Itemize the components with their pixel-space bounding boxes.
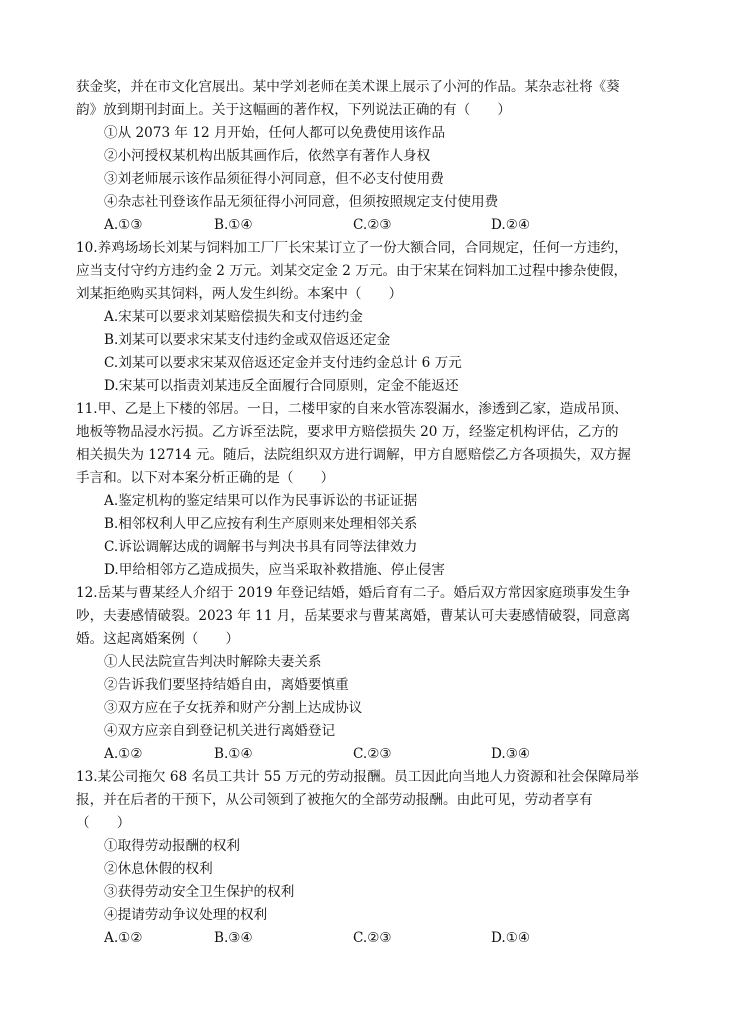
question-11-choice-c: C.诉讼调解达成的调解书与判决书具有同等法律效力 <box>104 539 418 555</box>
question-12-option-b: B.①④ <box>214 746 253 762</box>
question-9-text-line: 获金奖，并在市文化宫展出。某中学刘老师在美术课上展示了小河的作品。某杂志社将《葵 <box>76 79 620 95</box>
question-12-text-line: 12.岳某与曹某经人介绍于 2019 年登记结婚，婚后育有二子。婚后双方常因家庭琐事发生争 <box>76 585 631 601</box>
question-12-option-a: A.①② <box>104 746 143 762</box>
question-13-option-a: A.①② <box>104 930 143 946</box>
question-9-option-d: D.②④ <box>491 217 531 233</box>
question-11-text-line: 手言和。以下对本案分析正确的是（ ） <box>76 470 335 486</box>
question-13-item: ②休息休假的权利 <box>104 861 213 877</box>
question-9-item: ②小河授权某机构出版其画作后，依然享有著作人身权 <box>104 148 431 164</box>
question-10-choice-d: D.宋某可以指责刘某违反全面履行合同原则，定金不能返还 <box>104 378 459 394</box>
question-12-text-line: 吵，夫妻感情破裂。2023 年 11 月，岳某要求与曹某离婚，曹某认可夫妻感情破裂，同意离 <box>76 608 631 624</box>
question-11-text-line: 11.甲、乙是上下楼的邻居。一日，二楼甲家的自来水管冻裂漏水，渗透到乙家，造成吊顶、 <box>76 401 628 417</box>
question-10-choice-c: C.刘某可以要求宋某双倍返还定金并支付违约金总计 6 万元 <box>104 355 462 371</box>
question-13-option-b: B.③④ <box>214 930 253 946</box>
question-11-choice-a: A.鉴定机构的鉴定结果可以作为民事诉讼的书证证据 <box>104 493 418 509</box>
question-11-text-line: 地板等物品浸水污损。乙方诉至法院，要求甲方赔偿损失 20 万，经鉴定机构评估，乙方的 <box>76 424 619 440</box>
question-9-item: ④杂志社刊登该作品无须征得小河同意，但须按照规定支付使用费 <box>104 194 499 210</box>
question-11-text-line: 相关损失为 12714 元。随后，法院组织双方进行调解，甲方自愿赔偿乙方各项损失，双方握 <box>76 447 631 463</box>
question-9-item: ③刘老师展示该作品须征得小河同意，但不必支付使用费 <box>104 171 444 187</box>
question-12-text-line: 婚。这起离婚案例（ ） <box>76 631 240 647</box>
question-9-option-b: B.①④ <box>214 217 253 233</box>
question-13-text-line: 报，并在后者的干预下，从公司领到了被拖欠的全部劳动报酬。由此可见，劳动者享有 <box>76 792 593 808</box>
question-13-option-d: D.①④ <box>491 930 531 946</box>
question-10-choice-a: A.宋某可以要求刘某赔偿损失和支付违约金 <box>104 309 363 325</box>
question-9-option-c: C.②③ <box>353 217 392 233</box>
question-13-item: ④提请劳动争议处理的权利 <box>104 907 268 923</box>
question-13-option-c: C.②③ <box>353 930 392 946</box>
question-10-text-line: 10.养鸡场场长刘某与饲料加工厂厂长宋某订立了一份大额合同，合同规定，任何一方违约， <box>76 240 628 256</box>
question-10-text-line: 刘某拒绝购买其饲料，两人发生纠纷。本案中（ ） <box>76 286 403 302</box>
question-13-text-line: （ ） <box>76 815 131 831</box>
question-13-item: ③获得劳动安全卫生保护的权利 <box>104 884 295 900</box>
question-9-text-line: 韵》放到期刊封面上。关于这幅画的著作权，下列说法正确的有（ ） <box>76 102 511 118</box>
question-12-item: ④双方应亲自到登记机关进行离婚登记 <box>104 723 336 739</box>
question-12-option-c: C.②③ <box>353 746 392 762</box>
question-10-choice-b: B.刘某可以要求宋某支付违约金或双倍返还定金 <box>104 332 391 348</box>
question-13-text-line: 13.某公司拖欠 68 名员工共计 55 万元的劳动报酬。员工因此向当地人力资源和社会保障局举 <box>76 769 639 785</box>
question-12-item: ①人民法院宣告判决时解除夫妻关系 <box>104 654 322 670</box>
question-12-item: ②告诉我们要坚持结婚自由，离婚要慎重 <box>104 677 349 693</box>
question-10-text-line: 应当支付守约方违约金 2 万元。刘某交定金 2 万元。由于宋某在饲料加工过程中掺杂使假， <box>76 263 628 279</box>
question-13-item: ①取得劳动报酬的权利 <box>104 838 240 854</box>
question-12-item: ③双方应在子女抚养和财产分割上达成协议 <box>104 700 363 716</box>
question-11-choice-d: D.甲给相邻方乙造成损失，应当采取补救措施、停止侵害 <box>104 562 445 578</box>
question-11-choice-b: B.相邻权利人甲乙应按有利生产原则来处理相邻关系 <box>104 516 418 532</box>
question-12-option-d: D.③④ <box>491 746 531 762</box>
question-9-option-a: A.①③ <box>104 217 143 233</box>
question-9-item: ①从 2073 年 12 月开始，任何人都可以免费使用该作品 <box>104 125 446 141</box>
